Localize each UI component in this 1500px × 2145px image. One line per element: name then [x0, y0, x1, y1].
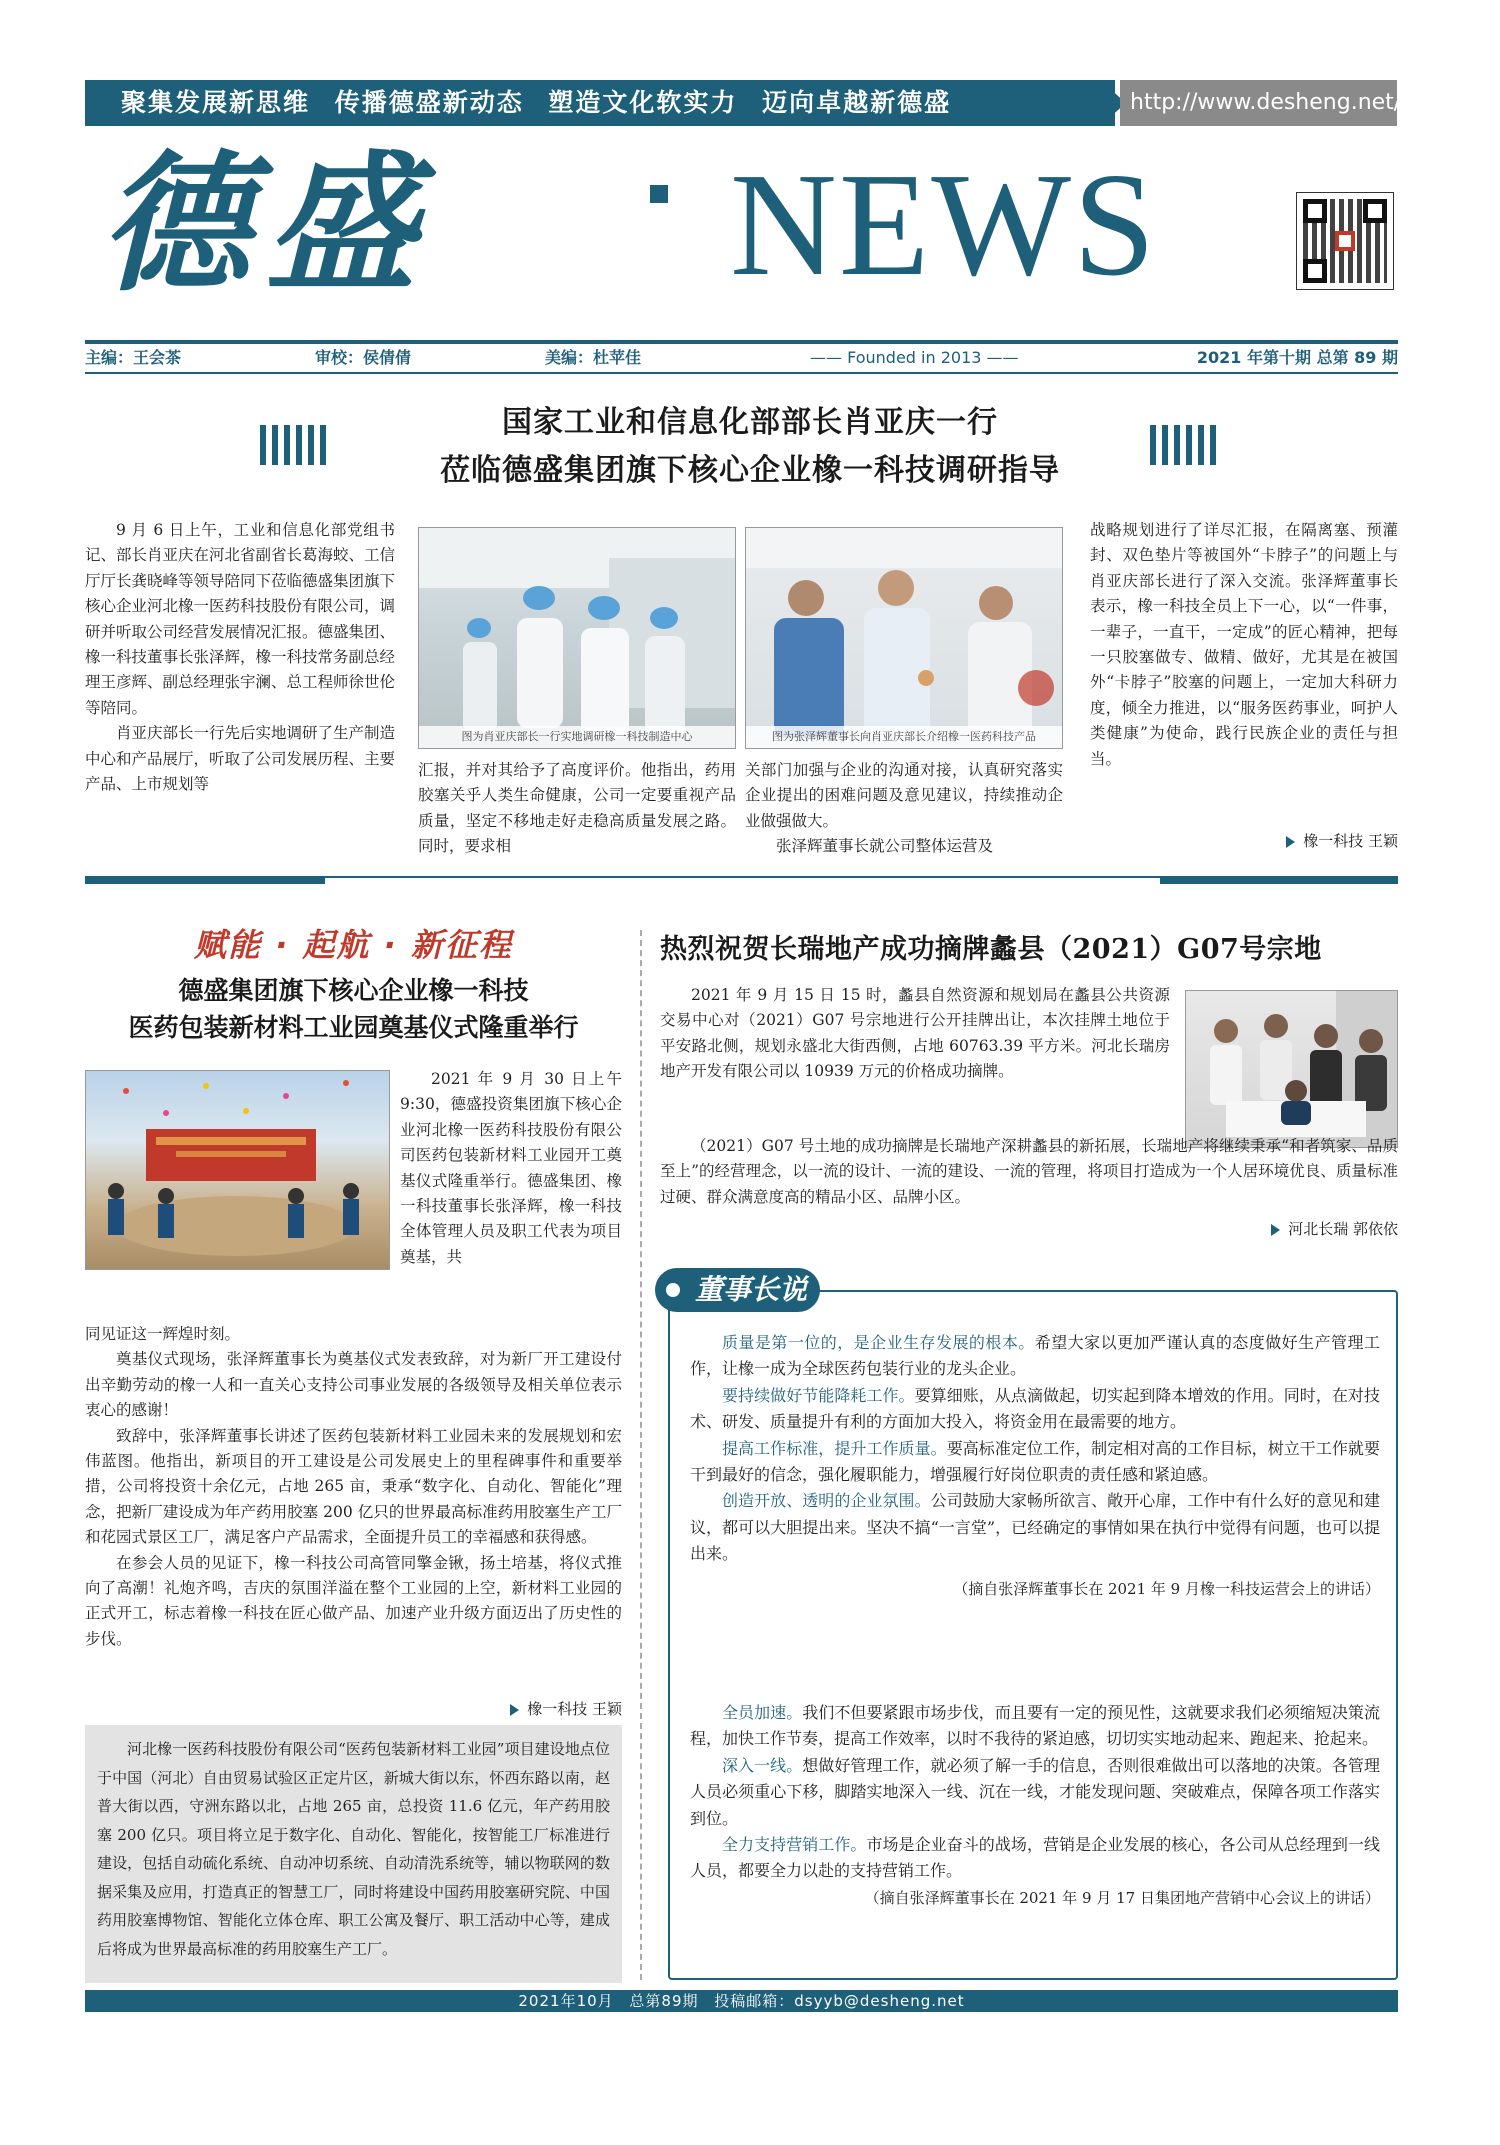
section-divider-thick-right	[1160, 876, 1398, 884]
article1-paragraph: 战略规划进行了详尽汇报，在隔离塞、预灌封、双色垫片等被国外“卡脖子”的问题上与肖亚庆部长进行了深入交流。张泽辉董事长表示，橡一科技全员上下一心，以“一件事，一辈子，一直干，一定成”的匠心精神，把每一只胶塞做专、做精、做好，尤其是在被国外“卡脖子”胶塞的问题上，一定加大科研力度，倾全力推进，以“服务医药事业，呵护人类健康”为使命，践行民族企业的责任与担当。	[1090, 521, 1398, 768]
article2-paragraph: 2021 年 9 月 30 日上午 9:30，德盛投资集团旗下核心企业河北橡一医药科技股份有限公司医药包装新材料工业园开工奠基仪式隆重举行。德盛集团、橡一科技董事长张泽辉，橡一科技全体管理人员及职工代表为项目奠基，共	[400, 1070, 622, 1266]
article2-body	[85, 1322, 622, 1652]
logo-news: NEWS	[730, 143, 1158, 307]
article2-title-line1: 德盛集团旗下核心企业橡一科技	[178, 976, 529, 1005]
article3-photo-signing	[1185, 990, 1398, 1148]
article1-photo-factory	[418, 527, 736, 749]
issue-number: 2021 年第十期 总第 89 期	[1196, 348, 1398, 367]
chairman-quote	[690, 1436, 1380, 1489]
article3-p1	[660, 983, 1170, 1085]
article3-title: 热烈祝贺长瑞地产成功摘牌蠡县（2021）G07号宗地	[660, 934, 1322, 965]
article2-byline	[85, 1698, 622, 1719]
article3-p2	[660, 1134, 1398, 1210]
project-info-box	[85, 1725, 622, 1983]
article2-paragraph: 在参会人员的见证下，橡一科技公司高管同擎金锹，扬土培基，将仪式推向了高潮！礼炮齐鸣，吉庆的氛围洋溢在整个工业园的上空，新材料工业园的正式开工，标志着橡一科技在匠心做产品、加速产业升级方面迈出了历史性的步伐。	[85, 1553, 622, 1648]
article1-paragraph: 9 月 6 日上午，工业和信息化部党组书记、部长肖亚庆在河北省副省长葛海蛟、工信厅厅长龚晓峰等领导陪同下莅临德盛集团旗下核心企业河北橡一医药科技股份有限公司，调研并听取公司经营发展情况汇报。德盛集团、橡一科技董事长张泽辉，橡一科技常务副总经理王彦辉、副总经理张宇澜、总工程师徐世伦等陪同。	[85, 521, 396, 717]
product-demo-illustration	[746, 528, 1063, 749]
designer-credit: 美编：杜苹佳	[545, 348, 642, 367]
chairman-quotes-2	[690, 1700, 1380, 1911]
article1-title-line1: 国家工业和信息化部部长肖亚庆一行	[502, 405, 998, 440]
article1-byline-text: 橡一科技 王颖	[1303, 832, 1398, 850]
chairman-quote	[690, 1330, 1380, 1383]
chairman-quote-key: 全力支持营销工作。	[722, 1835, 867, 1855]
article1-paragraph: 汇报，并对其给予了高度评价。他指出，药用胶塞关乎人类生命健康，公司一定要重视产品质量，坚定不移地走好走稳高质量发展之路。同时，要求相	[418, 761, 736, 856]
slogan-bar: 聚集发展新思维 传播德盛新动态 塑造文化软实力 迈向卓越新德盛	[85, 80, 1115, 126]
article3-paragraph: 2021 年 9 月 15 日 15 时，蠡县自然资源和规划局在蠡县公共资源交易中心对（2021）G07 号宗地进行公开挂牌出让，本次挂牌土地位于平安路北侧，规划永盛北大街西侧，占地 60763.39 平方米。河北长瑞房地产开发有限公司以 10939 万元的价格成功摘牌。	[660, 986, 1170, 1081]
factory-visit-illustration	[419, 528, 736, 749]
article2-paragraph: 奠基仪式现场，张泽辉董事长为奠基仪式发表致辞，对为新厂开工建设付出辛勤劳动的橡一人和一直关心支持公司事业发展的各级领导及相关单位表示衷心的感谢！	[85, 1350, 622, 1420]
chairman-quote-source: （摘自张泽辉董事长在 2021 年 9 月 17 日集团地产营销中心会议上的讲话）	[864, 1888, 1380, 1907]
footer-bar: 2021年10月 总第89期 投稿邮箱：dsyyb@desheng.net	[85, 1990, 1398, 2012]
chairman-quote-text: 我们不但要紧跟市场步伐，而且要有一定的预见性，这就要求我们必须缩短决策流程，加快工作节奏，提高工作效率，以时不我待的紧迫感，切切实实地动起来、跑起来、抢起来。	[690, 1703, 1380, 1749]
groundbreaking-illustration	[86, 1071, 390, 1270]
article1-column4	[1090, 518, 1398, 772]
chairman-quote-key: 全员加速。	[722, 1703, 803, 1722]
byline-arrow-icon	[1271, 1224, 1280, 1236]
article1-photo-products	[745, 527, 1063, 749]
chairman-quote-text: 要高标准定位工作，制定相对高的工作目标，树立干工作就要干到最好的信念，强化履职能力，增强履行好岗位职责的责任感和紧迫感。	[690, 1438, 1380, 1485]
article1-column1	[85, 518, 395, 797]
article1-column2	[418, 758, 736, 860]
chairman-quote-source: （摘自张泽辉董事长在 2021 年 9 月橡一科技运营会上的讲话）	[953, 1579, 1380, 1598]
chairman-quote-text: 希望大家以更加严谨认真的态度做好生产管理工作，让橡一成为全球医药包装行业的龙头企业。	[690, 1333, 1380, 1379]
chairman-quote-text: 市场是企业奋斗的战场，营销是企业发展的核心，各公司从总经理到一线人员，都要全力以赴的支持营销工作。	[690, 1835, 1380, 1881]
article2-title-line2: 医药包装新材料工业园奠基仪式隆重举行	[128, 1013, 579, 1042]
column-divider	[640, 930, 642, 1980]
qr-code-icon[interactable]	[1296, 192, 1394, 290]
chairman-quote	[690, 1753, 1380, 1832]
byline-arrow-icon	[510, 1704, 519, 1716]
byline-arrow-icon	[1286, 836, 1295, 848]
article2-paragraph: 致辞中，张泽辉董事长讲述了医药包装新材料工业园未来的发展规划和宏伟蓝图。他指出，新项目的开工建设是公司发展史上的里程碑事件和重要举措，公司将投资十余亿元，占地 265 亩，秉承“数字化、自动化、智能化”理念，把新厂建设成为年产药用胶塞 200 亿只的世界最高标准药用胶塞生产工厂和花园式景区工厂，满足客户产品需求，全面提升员工的幸福感和获得感。	[85, 1426, 622, 1547]
chairman-quote	[690, 1383, 1380, 1436]
chairman-quote-text: 想做好管理工作，就必须了解一手的信息，否则很难做出可以落地的决策。各管理人员必须重心下移，脚踏实地深入一线、沉在一线，才能发现问题、突破难点，保障各项工作落实到位。	[690, 1755, 1380, 1828]
land-auction-illustration	[1186, 991, 1398, 1148]
article2-paragraph: 同见证这一辉煌时刻。	[85, 1325, 241, 1343]
chairman-quote	[690, 1700, 1380, 1753]
article1-title-line2: 莅临德盛集团旗下核心企业橡一科技调研指导	[440, 453, 1060, 488]
article3-paragraph: （2021）G07 号土地的成功摘牌是长瑞地产深耕蠡县的新拓展，长瑞地产将继续秉承“和者筑家、品质至上”的经营理念，以一流的设计、一流的建设、一流的管理，将项目打造成为一个人居环境优良、质量标准过硬、群众满意度高的精品小区、品牌小区。	[660, 1137, 1398, 1206]
headline-bars-right	[1150, 425, 1220, 465]
chairman-quote-key: 创造开放、透明的企业氛围。	[722, 1491, 931, 1511]
chairman-quote	[690, 1488, 1380, 1567]
article1-paragraph: 张泽辉董事长就公司整体运营及	[776, 837, 994, 856]
founded-text: —— Founded in 2013 ——	[810, 348, 1019, 367]
logo-separator-dot	[650, 185, 668, 203]
article2-intro	[400, 1067, 622, 1270]
chairman-quote-text: 要算细账，从点滴做起，切实起到降本增效的作用。同时，在对技术、研发、质量提升有利的方面加大投入，将资金用在最需要的地方。	[690, 1385, 1380, 1432]
chairman-quote	[690, 1832, 1380, 1885]
article1-column3	[745, 758, 1063, 860]
article3-byline-text: 河北长瑞 郭依依	[1288, 1220, 1398, 1238]
chairman-quote-key: 提高工作标准，提升工作质量。	[722, 1438, 947, 1458]
section-divider-thick-left	[85, 876, 325, 884]
article1-paragraph: 肖亚庆部长一行先后实地调研了生产制造中心和产品展厅，听取了公司发展历程、主要产品、上市规划等	[85, 724, 396, 794]
chairman-quote-text: 公司鼓励大家畅所欲言、敞开心扉，工作中有什么好的意见和建议，都可以大胆提出来。坚决不搞“一言堂”，已经确定的事情如果在执行中觉得有问题，也可以提出来。	[690, 1491, 1380, 1564]
reviewer-credit: 审校：侯倩倩	[315, 348, 412, 367]
editor-credit: 主编：王会茶	[85, 348, 182, 367]
photo2-caption: 图为张泽辉董事长向肖亚庆部长介绍橡一医药科技产品	[746, 726, 1062, 748]
masthead-rule-bottom	[85, 372, 1398, 374]
chairman-says-title: 董事长说	[695, 1273, 808, 1306]
article2-section-title: 赋能 · 起航 · 新征程	[194, 926, 513, 964]
logo-chinese: 德盛	[100, 138, 433, 312]
article2-byline-text: 橡一科技 王颖	[527, 1700, 622, 1718]
tab-dot-icon	[666, 1283, 680, 1297]
project-info-text: 河北橡一医药科技股份有限公司“医药包装新材料工业园”项目建设地点位于中国（河北）自由贸易试验区正定片区，新城大街以东，怀西东路以南，赵普大街以西，守洲东路以北，占地 265 亩，总投资 11.6 亿元，年产药用胶塞 200 亿只。项目将立足于数字化、自动化、智能化，按智能工厂标准进行建设，包括自动硫化系统、自动冲切系统、自动清洗系统等，辅以物联网的数据采集及应用，打造真正的智慧工厂，同时将建设中国药用胶塞研究院、中国药用胶塞博物馆、智能化立体仓库、职工公寓及餐厅、职工活动中心等，建成后将成为世界最高标准的药用胶塞生产工厂。	[97, 1740, 610, 1958]
headline-bars-left	[260, 425, 330, 465]
chairman-quote-key: 深入一线。	[722, 1755, 803, 1775]
website-link[interactable]: http://www.desheng.net/	[1120, 80, 1397, 126]
photo1-caption: 图为肖亚庆部长一行实地调研橡一科技制造中心	[419, 726, 735, 748]
article1-paragraph: 关部门加强与企业的沟通对接，认真研究落实企业提出的困难问题及意见建议，持续推动企业做强做大。	[745, 761, 1063, 830]
article3-byline	[660, 1218, 1398, 1239]
chairman-quote-key: 要持续做好节能降耗工作。	[722, 1385, 915, 1405]
chairman-quotes-1	[690, 1330, 1380, 1602]
article2-photo-ceremony	[85, 1070, 390, 1270]
article1-byline	[1090, 830, 1398, 851]
chairman-quote-key: 质量是第一位的，是企业生存发展的根本。	[722, 1333, 1035, 1352]
